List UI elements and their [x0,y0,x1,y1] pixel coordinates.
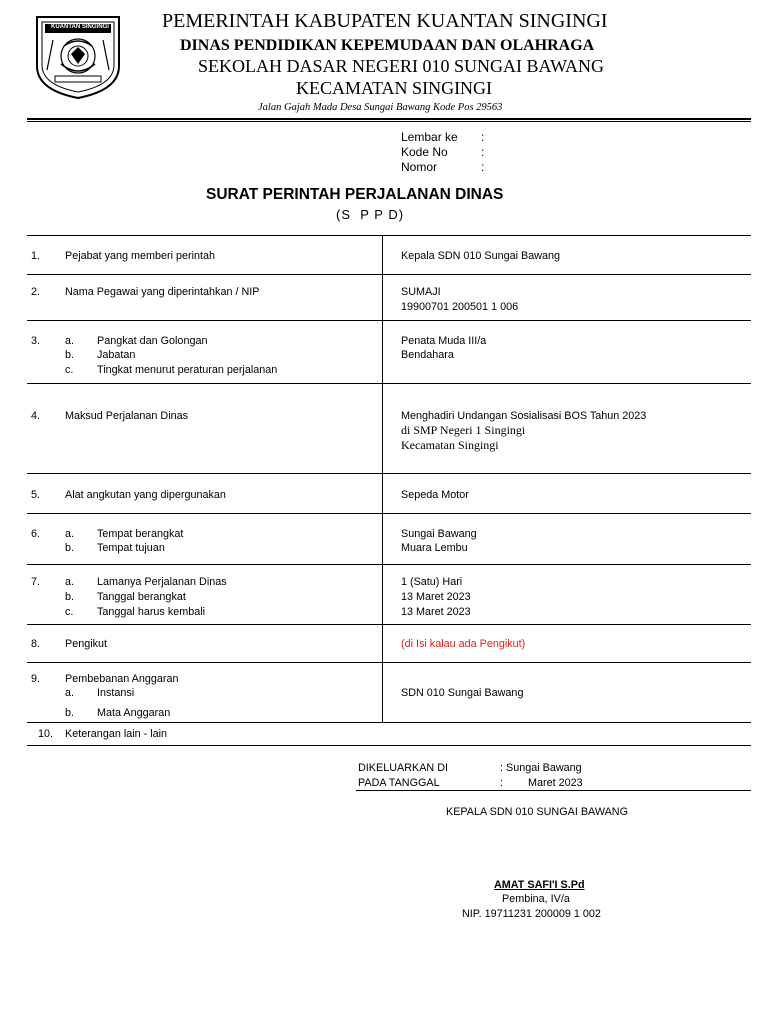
regency-logo [33,14,123,100]
row5-label: Alat angkutan yang dipergunakan [65,489,226,501]
issued-place-value: : Sungai Bawang [500,762,582,774]
letterhead-address: Jalan Gajah Mada Desa Sungai Bawang Kode Pos 29563 [258,102,503,113]
row6-b-value: Muara Lembu [401,542,468,554]
row6-b-label: Tempat tujuan [97,542,165,554]
row9-a: a. [65,687,75,699]
issued-place-label: DIKELUARKAN DI [358,762,448,774]
row9-b-label: Mata Anggaran [97,707,171,719]
row9-b: b. [65,707,75,719]
nomor-colon: : [481,160,485,174]
nomor-label: Nomor [401,160,438,174]
row7-a-value: 1 (Satu) Hari [401,576,463,588]
lembar-label: Lembar ke [401,130,458,144]
row1-value: Kepala SDN 010 Sungai Bawang [401,250,561,262]
row3-a: a. [65,335,75,347]
signature-nip: NIP. 19711231 200009 1 002 [462,908,601,920]
row4-value-1: Menghadiri Undangan Sosialisasi BOS Tahun 2023 [401,410,647,422]
row4-value-3: Kecamatan Singingi [401,438,499,452]
table-line-4 [27,473,751,474]
document-subtitle: (S P P D) [336,207,405,222]
table-line-1 [27,274,751,275]
table-divider [382,235,383,722]
letterhead-line-3: SEKOLAH DASAR NEGERI 010 SUNGAI BAWANG [198,56,605,76]
kode-colon: : [481,145,485,159]
row2-number: 2. [31,286,41,298]
row7-number: 7. [31,576,41,588]
row8-label: Pengikut [65,638,108,650]
row6-a-value: Sungai Bawang [401,528,477,540]
letterhead-line-4: KECAMATAN SINGINGI [296,78,493,98]
row2-value-nip: 19900701 200501 1 006 [401,301,519,313]
letterhead-rule-thin [27,121,751,122]
row9-a-value: SDN 010 Sungai Bawang [401,687,524,699]
logo-text: KUANTAN SINGINGI [51,24,109,30]
row6-b: b. [65,542,75,554]
letterhead-line-2: DINAS PENDIDIKAN KEPEMUDAAN DAN OLAHRAGA [180,37,595,54]
row2-label: Nama Pegawai yang diperintahkan / NIP [65,286,260,298]
issued-date-colon: : [500,777,503,789]
issued-date-value: Maret 2023 [528,777,583,789]
signature-position: KEPALA SDN 010 SUNGAI BAWANG [446,806,629,818]
table-line-7 [27,624,751,625]
row9-a-label: Instansi [97,687,135,699]
table-line-9 [27,722,751,723]
row3-b-label: Jabatan [97,349,136,361]
row4-label: Maksud Perjalanan Dinas [65,410,189,422]
table-line-5 [27,513,751,514]
row3-b: b. [65,349,75,361]
row6-number: 6. [31,528,41,540]
row4-number: 4. [31,410,41,422]
row5-value: Sepeda Motor [401,489,469,501]
issued-rule [356,790,751,791]
row8-number: 8. [31,638,41,650]
row1-label: Pejabat yang memberi perintah [65,250,216,262]
row6-a: a. [65,528,75,540]
document-title: SURAT PERINTAH PERJALANAN DINAS [206,186,504,203]
row3-b-value: Bendahara [401,349,454,361]
table-line-top [27,235,751,236]
row2-value-name: SUMAJI [401,286,441,298]
row1-number: 1. [31,250,41,262]
lembar-colon: : [481,130,485,144]
signature-rank: Pembina, IV/a [502,893,570,905]
row7-b-label: Tanggal berangkat [97,591,186,603]
row9-number: 9. [31,673,41,685]
letterhead-rule-thick [27,118,751,120]
kode-label: Kode No [401,145,448,159]
row3-a-value: Penata Muda III/a [401,335,487,347]
row10-label: Keterangan lain - lain [65,728,168,740]
row9-label: Pembebanan Anggaran [65,673,179,685]
row7-c-label: Tanggal harus kembali [97,606,206,618]
row3-c: c. [65,364,74,376]
row7-b: b. [65,591,75,603]
row5-number: 5. [31,489,41,501]
table-line-3 [27,383,751,384]
letterhead-line-1: PEMERINTAH KABUPATEN KUANTAN SINGINGI [162,10,608,32]
row4-value-2: di SMP Negeri 1 Singingi [401,423,526,437]
signature-name: AMAT SAFI'I S.Pd [494,879,585,891]
issued-date-label: PADA TANGGAL [358,777,440,789]
row7-c-value: 13 Maret 2023 [401,606,471,618]
row10-number: 10. [38,728,54,740]
row7-c: c. [65,606,74,618]
row3-c-label: Tingkat menurut peraturan perjalanan [97,364,278,376]
table-line-6 [27,564,751,565]
row8-value: (di Isi kalau ada Pengikut) [401,638,526,650]
row6-a-label: Tempat berangkat [97,528,184,540]
table-line-bottom [27,745,751,746]
row7-a-label: Lamanya Perjalanan Dinas [97,576,227,588]
row7-b-value: 13 Maret 2023 [401,591,471,603]
row3-number: 3. [31,335,41,347]
row7-a: a. [65,576,75,588]
table-line-8 [27,662,751,663]
row3-a-label: Pangkat dan Golongan [97,335,208,347]
table-line-2 [27,320,751,321]
